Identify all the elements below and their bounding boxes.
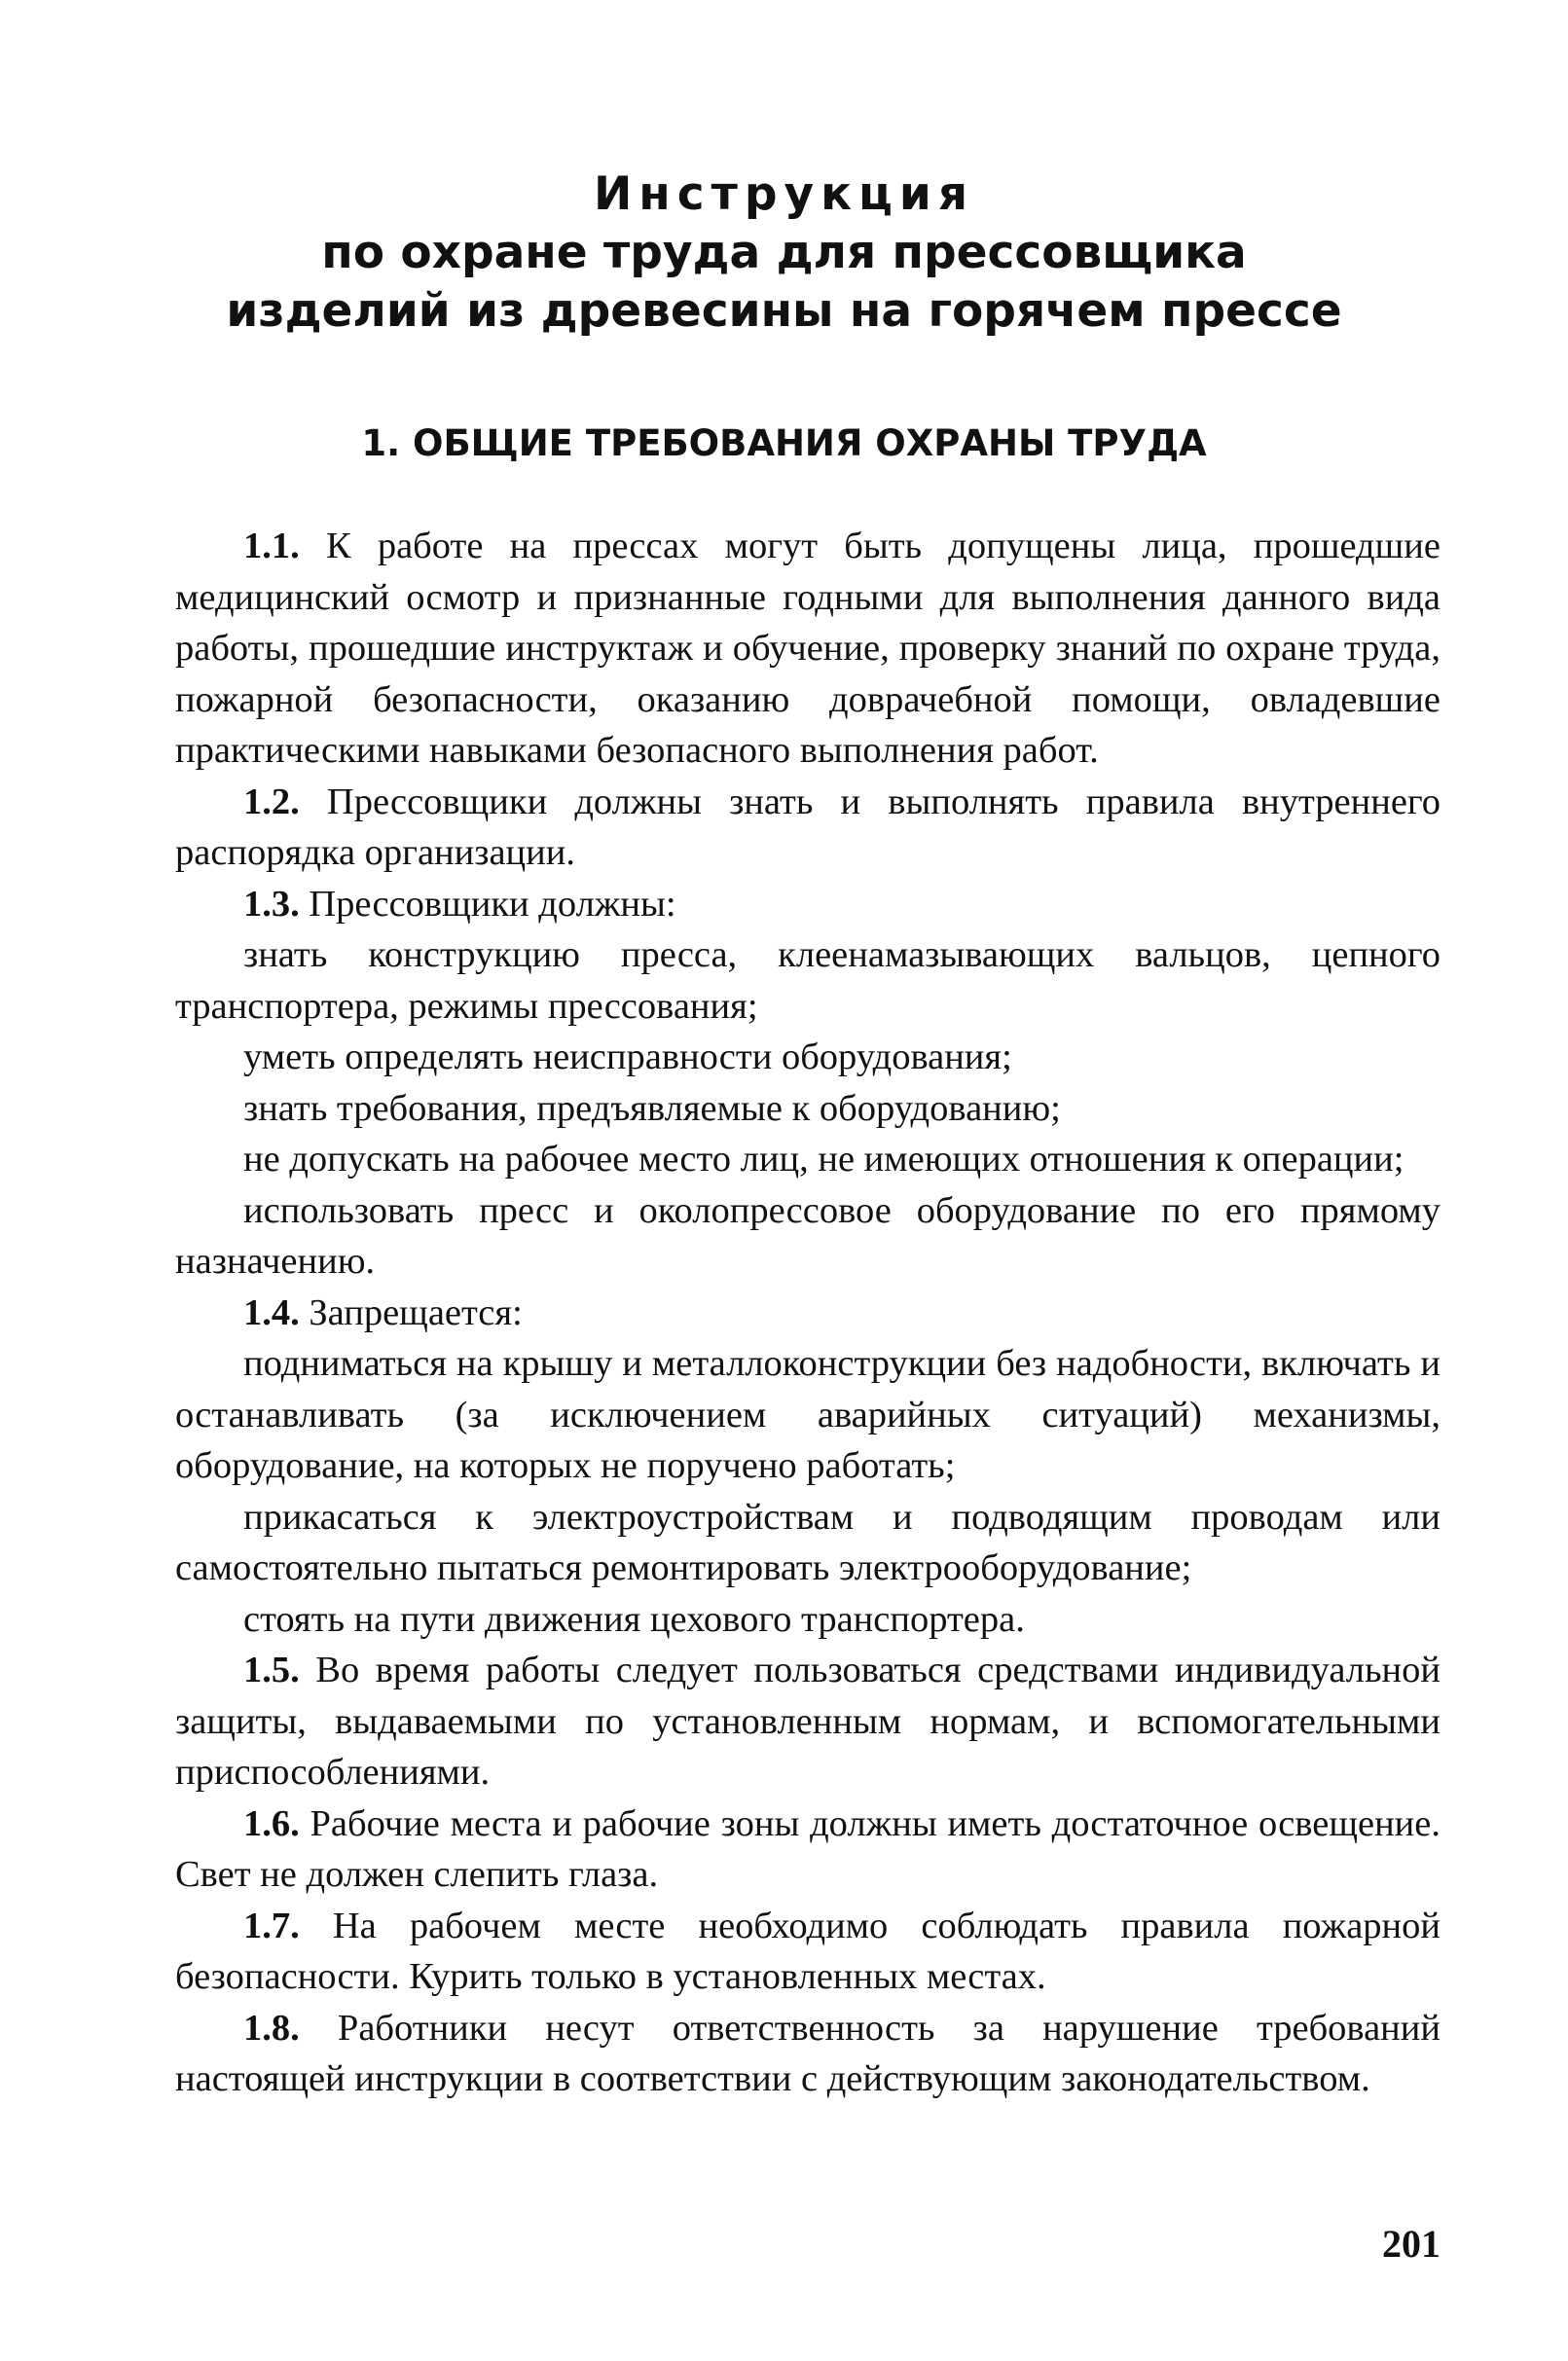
title-line-2: по охране труда для прессовщика: [321, 226, 1247, 279]
paragraph-text: знать требования, предъявляемые к оборудованию;: [243, 1087, 1061, 1129]
paragraph-text: Работники несут ответственность за нарушение требований настоящей инструкции в соответствии с действующим законодательством.: [175, 2007, 1440, 2099]
paragraph: [175, 521, 1440, 777]
paragraph: [175, 1032, 1440, 1083]
paragraph: [175, 2003, 1440, 2105]
paragraph-text: уметь определять неисправности оборудования;: [243, 1036, 1012, 1077]
paragraph-text: К работе на прессах могут быть допущены лица, прошедшие медицинский осмотр и признанные годными для выполнения данного вида работы, прошедшие инструктаж и обучение, проверку знаний по охране труда, пожарной безопасности, оказанию доврачебной помощи, овладевшие практическими навыками безопасного выполнения работ.: [175, 526, 1440, 771]
paragraph-number: 1.5.: [243, 1650, 300, 1690]
paragraph-number: 1.4.: [243, 1291, 300, 1333]
title-line-3: изделий из древесины на горячем прессе: [226, 284, 1342, 338]
paragraph-number: 1.8.: [243, 2007, 300, 2049]
paragraph-text: подниматься на крышу и металлоконструкции без надобности, включать и останавливать (за исключением аварийных ситуаций) механизмы, оборудование, на которых не поручено работать;: [175, 1343, 1440, 1486]
paragraph-text: Прессовщики должны:: [299, 883, 676, 925]
paragraph: [175, 1645, 1440, 1798]
paragraph-text: Запрещается:: [299, 1291, 523, 1333]
paragraph: [175, 777, 1440, 879]
paragraph-number: 1.2.: [243, 781, 300, 822]
paragraph: [175, 1798, 1440, 1901]
paragraph: [175, 1083, 1440, 1135]
paragraph-number: 1.1.: [243, 526, 300, 566]
paragraph: [175, 1134, 1440, 1185]
paragraph: [175, 1338, 1440, 1492]
paragraph-number: 1.6.: [243, 1802, 300, 1844]
paragraph-text: Рабочие места и рабочие зоны должны иметь достаточное освещение. Свет не должен слепить глаза.: [175, 1802, 1440, 1895]
paragraph-text: Прессовщики должны знать и выполнять правила внутреннего распорядка организации.: [175, 781, 1440, 873]
paragraph-number: 1.7.: [243, 1905, 300, 1946]
paragraph: [175, 1594, 1440, 1646]
title-line-1: Инструкция: [593, 167, 975, 221]
paragraph: [175, 1185, 1440, 1288]
paragraph: [175, 929, 1440, 1032]
paragraph: [175, 1901, 1440, 2003]
paragraph-text: Во время работы следует пользоваться средствами индивидуальной защиты, выдаваемыми по установленным нормам, и вспомогательными приспособлениями.: [175, 1650, 1440, 1793]
page-number: 201: [1382, 2222, 1440, 2266]
paragraph-text: На рабочем месте необходимо соблюдать правила пожарной безопасности. Курить только в установленных местах.: [175, 1905, 1440, 1997]
paragraph-number: 1.3.: [243, 883, 300, 925]
section-heading: 1. ОБЩИЕ ТРЕБОВАНИЯ ОХРАНЫ ТРУДА: [361, 422, 1207, 464]
body-text: [175, 521, 1440, 2105]
paragraph: [175, 1288, 1440, 1339]
paragraph-text: прикасаться к электроустройствам и подводящим проводам или самостоятельно пытаться ремонтировать электрооборудование;: [175, 1496, 1440, 1588]
paragraph-text: знать конструкцию пресса, клеенамазывающих вальцов, цепного транспортера, режимы прессования;: [175, 934, 1440, 1027]
document-title: [175, 165, 1393, 341]
paragraph: [175, 879, 1440, 930]
paragraph: [175, 1492, 1440, 1594]
paragraph-text: стоять на пути движения цехового транспортера.: [243, 1598, 1025, 1640]
paragraph-text: не допускать на рабочее место лиц, не имеющих отношения к операции;: [243, 1139, 1404, 1180]
paragraph-text: использовать пресс и околопрессовое оборудование по его прямому назначению.: [175, 1189, 1440, 1282]
